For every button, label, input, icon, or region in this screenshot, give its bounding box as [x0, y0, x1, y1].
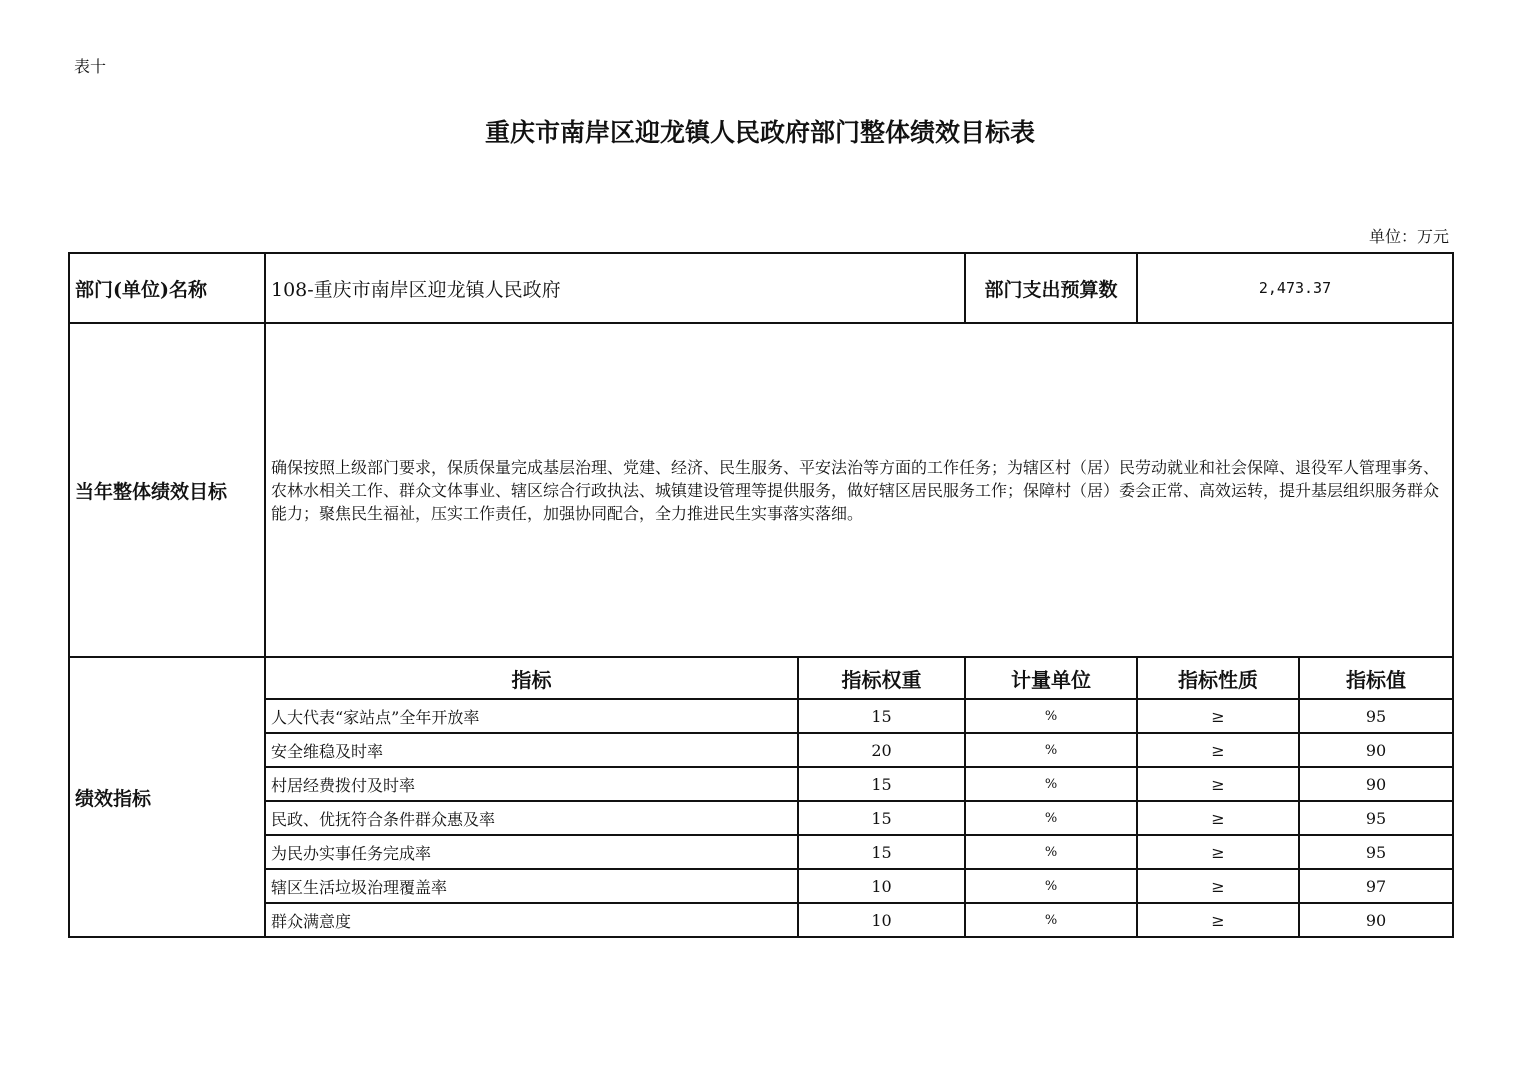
indicator-name: 辖区生活垃圾治理覆盖率 — [265, 869, 798, 903]
indicator-nature: ≥ — [1137, 699, 1299, 733]
table-row — [69, 767, 1453, 801]
dept-name-value: 108-重庆市南岸区迎龙镇人民政府 — [265, 253, 965, 323]
header-value: 指标值 — [1299, 657, 1453, 699]
indicators-label: 绩效指标 — [69, 657, 265, 937]
indicator-nature: ≥ — [1137, 733, 1299, 767]
indicator-weight: 15 — [798, 801, 965, 835]
indicator-value: 90 — [1299, 767, 1453, 801]
budget-label: 部门支出预算数 — [965, 253, 1137, 323]
indicator-name: 群众满意度 — [265, 903, 798, 937]
document-title: 重庆市南岸区迎龙镇人民政府部门整体绩效目标表 — [484, 118, 1035, 147]
table-row — [69, 835, 1453, 869]
table-row — [69, 903, 1453, 937]
header-nature: 指标性质 — [1137, 657, 1299, 699]
indicator-unit: % — [965, 903, 1137, 937]
unit-label: 单位：万元 — [1368, 227, 1449, 246]
indicator-weight: 15 — [798, 699, 965, 733]
indicator-weight: 15 — [798, 835, 965, 869]
table-number-label: 表十 — [74, 57, 107, 76]
indicator-nature: ≥ — [1137, 869, 1299, 903]
indicator-name: 民政、优抚符合条件群众惠及率 — [265, 801, 798, 835]
indicator-unit: % — [965, 767, 1137, 801]
indicator-weight: 20 — [798, 733, 965, 767]
indicator-weight: 15 — [798, 767, 965, 801]
table-row — [69, 801, 1453, 835]
indicator-weight: 10 — [798, 869, 965, 903]
table-row — [69, 869, 1453, 903]
indicator-value: 95 — [1299, 835, 1453, 869]
indicator-weight: 10 — [798, 903, 965, 937]
indicator-value: 95 — [1299, 801, 1453, 835]
indicator-name: 为民办实事任务完成率 — [265, 835, 798, 869]
indicator-value: 95 — [1299, 699, 1453, 733]
indicator-value: 97 — [1299, 869, 1453, 903]
indicator-unit: % — [965, 733, 1137, 767]
table-row — [69, 699, 1453, 733]
indicator-name: 安全维稳及时率 — [265, 733, 798, 767]
header-weight: 指标权重 — [798, 657, 965, 699]
indicator-nature: ≥ — [1137, 903, 1299, 937]
header-unit: 计量单位 — [965, 657, 1137, 699]
annual-goal-row — [69, 323, 1453, 657]
indicator-unit: % — [965, 699, 1137, 733]
indicator-nature: ≥ — [1137, 767, 1299, 801]
dept-info-row — [69, 253, 1453, 323]
table-row — [69, 733, 1453, 767]
indicator-name: 人大代表“家站点”全年开放率 — [265, 699, 798, 733]
dept-name-label: 部门(单位)名称 — [69, 253, 265, 323]
indicator-unit: % — [965, 869, 1137, 903]
indicator-value: 90 — [1299, 903, 1453, 937]
budget-value: 2,473.37 — [1137, 253, 1453, 323]
indicator-name: 村居经费拨付及时率 — [265, 767, 798, 801]
indicator-nature: ≥ — [1137, 801, 1299, 835]
header-indicator: 指标 — [265, 657, 798, 699]
indicator-header-row — [69, 657, 1453, 699]
annual-goal-label: 当年整体绩效目标 — [69, 323, 265, 657]
annual-goal-text: 确保按照上级部门要求，保质保量完成基层治理、党建、经济、民生服务、平安法治等方面的工作任务；为辖区村（居）民劳动就业和社会保障、退役军人管理事务、农林水相关工作、群众文体事业、辖区综合行政执法、城镇建设管理等提供服务，做好辖区居民服务工作；保障村（居）委会正常、高效运转，提升基层组织服务群众能力；聚焦民生福祉，压实工作责任，加强协同配合，全力推进民生实事落实落细。 — [265, 323, 1453, 657]
indicator-nature: ≥ — [1137, 835, 1299, 869]
indicator-unit: % — [965, 835, 1137, 869]
indicator-value: 90 — [1299, 733, 1453, 767]
indicator-unit: % — [965, 801, 1137, 835]
performance-target-table — [68, 252, 1454, 938]
